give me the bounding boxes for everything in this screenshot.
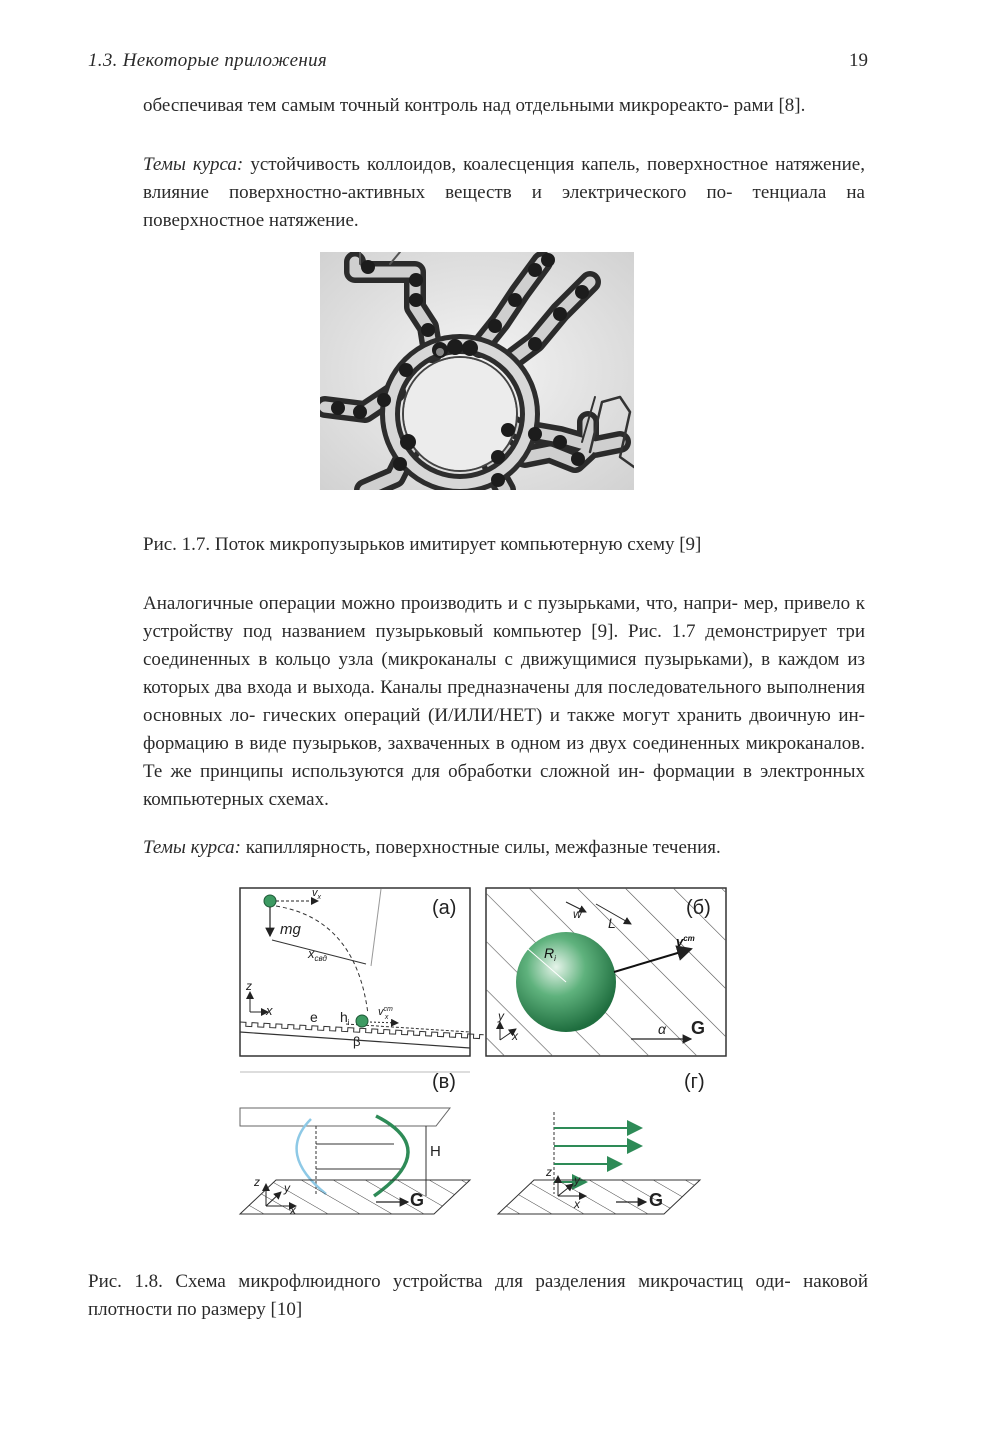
panel-g-label: (г) xyxy=(684,1071,705,1093)
y-axis-label: y xyxy=(498,1009,504,1023)
course-topics-2 xyxy=(143,834,865,862)
panel-b xyxy=(486,888,726,1056)
beta-label: β xyxy=(353,1034,361,1049)
course-topics-1 xyxy=(143,151,865,235)
z-axis-label: z xyxy=(254,1175,260,1189)
e-label: e xyxy=(310,1009,318,1025)
H-label: H xyxy=(430,1143,441,1160)
figure-1-8-caption: Рис. 1.8. Схема микрофлюидного устройства для разделения микрочастиц оди- наковой плотности по размеру [10] xyxy=(88,1271,868,1320)
course-topics-text: капиллярность, поверхностные силы, межфазные течения. xyxy=(240,837,721,858)
figure-1-7-bubble-network xyxy=(320,252,634,490)
panel-v xyxy=(240,1071,470,1217)
G-label: G xyxy=(691,1018,706,1038)
x-sed-sub: свд xyxy=(314,954,327,963)
v-st-sup: ст xyxy=(683,934,695,943)
G-label: G xyxy=(649,1190,664,1210)
x-sed-label: x xyxy=(308,946,315,961)
particle-end xyxy=(356,1015,368,1027)
vx-st-label: v xyxy=(378,1006,384,1018)
y-axis-label: y xyxy=(284,1181,290,1195)
x-axis-label: x xyxy=(290,1203,296,1217)
paragraph-1: обеспечивая тем самым точный контроль над отдельными микрореакто- рами [8]. xyxy=(143,95,806,116)
running-header xyxy=(88,50,868,80)
z-axis-label: z xyxy=(246,979,252,993)
v-st-label: v xyxy=(676,934,684,949)
panel-a-label: (a) xyxy=(432,897,457,919)
vx-st-sup: ст xyxy=(383,1006,393,1013)
vx-sub: x xyxy=(317,894,321,901)
figure-1-8-microfluidic-scheme xyxy=(236,884,730,1222)
figure-1-7-caption: Рис. 1.7. Поток микропузырьков имитирует компьютерную схему [9] xyxy=(143,534,702,555)
section-title: 1.3. Некоторые приложения xyxy=(88,50,327,71)
w-label: w xyxy=(573,907,582,921)
mg-label: mg xyxy=(280,921,301,938)
paragraph-2: Аналогичные операции можно производить и с пузырьками, что, напри- мер, привело к устройству под названием пузырьковый компьютер [9]. Рис. 1.7 демонстрирует три соединенных в кольцо узла (микроканалы с движущимися пузырьками), в каждом из которых два входа и выхода. Каналы предназначены для последовательного выполнения основных ло- гических операций (И/ИЛИ/НЕТ) и также могут хранить двоичную ин- формацию в виде пузырьков, захваченных в одном из двух соединенных микроканалов. Те же принципы используются для обработки сложной ин- формации в электронных компьютерных схемах. xyxy=(143,593,865,810)
panel-b-label: (б) xyxy=(686,897,711,919)
vx-label: v xyxy=(312,887,318,899)
x-axis-label: x xyxy=(266,1003,273,1018)
h-sub: i xyxy=(347,1018,350,1027)
vx-st-sub: x xyxy=(384,1014,389,1021)
panel-a xyxy=(240,887,484,1056)
course-topics-label: Темы курса: xyxy=(143,154,244,175)
R-sub: i xyxy=(554,954,556,963)
z-axis-label: z xyxy=(546,1165,552,1179)
panel-g xyxy=(498,1071,705,1214)
panel-v-label: (в) xyxy=(432,1071,456,1093)
alpha-label: α xyxy=(658,1021,666,1037)
x-axis-label: x xyxy=(512,1029,518,1043)
course-topics-label: Темы курса: xyxy=(143,837,241,858)
x-axis-label: x xyxy=(574,1197,580,1211)
y-axis-label: y xyxy=(574,1173,580,1187)
h-label: h xyxy=(340,1009,348,1025)
R-label: R xyxy=(544,945,555,961)
particle-start xyxy=(264,895,276,907)
G-label: G xyxy=(410,1190,425,1210)
L-label: L xyxy=(608,915,616,931)
course-topics-text: устойчивость коллоидов, коалесценция капель, поверхностное натяжение, влияние поверхностно-активных веществ и электрического по- тенциала на поверхностное натяжение. xyxy=(143,154,865,231)
page-number: 19 xyxy=(849,50,868,71)
